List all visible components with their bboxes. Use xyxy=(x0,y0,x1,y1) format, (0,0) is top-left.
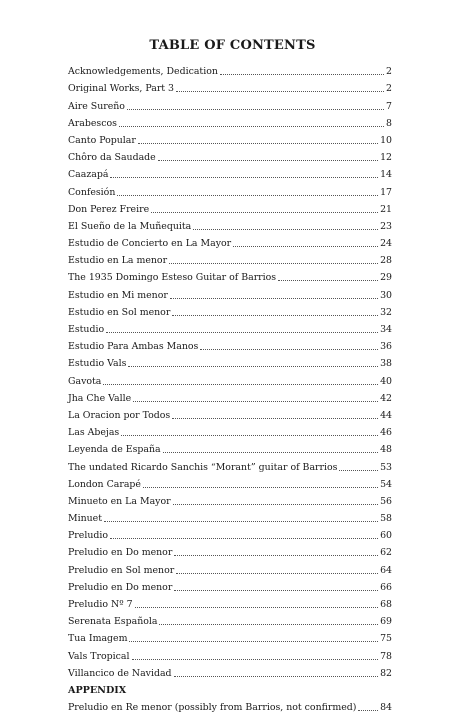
dot-leader xyxy=(143,487,378,488)
toc-entry-title: Canto Popular xyxy=(68,134,136,146)
dot-leader xyxy=(110,538,378,539)
toc-entry-title: Las Abejas xyxy=(68,427,120,439)
toc-row xyxy=(68,663,392,680)
dot-leader xyxy=(117,195,378,196)
toc-entry-title: Gavota xyxy=(68,375,102,387)
toc-page-number: 82 xyxy=(380,667,392,679)
toc-page-number: 2 xyxy=(386,83,392,95)
toc-row xyxy=(68,336,392,353)
toc-entry-title: Arabescos xyxy=(68,117,117,129)
dot-leader xyxy=(200,349,378,350)
toc-row xyxy=(68,233,392,250)
toc-entry-title: Original Works, Part 3 xyxy=(68,83,175,95)
toc-entry-title: Don Perez Freire xyxy=(68,203,150,215)
toc-page-number: 75 xyxy=(380,633,392,645)
toc-row xyxy=(68,78,392,95)
toc-page-number: 69 xyxy=(380,616,392,628)
dot-leader xyxy=(133,401,378,402)
toc-page-number: 84 xyxy=(380,702,392,714)
toc-row xyxy=(68,491,392,508)
dot-leader xyxy=(138,143,378,144)
toc-page-number: 48 xyxy=(380,444,392,456)
toc-page-number: 40 xyxy=(380,375,392,387)
dot-leader xyxy=(132,659,379,660)
dot-leader xyxy=(110,177,378,178)
appendix-heading: APPENDIX xyxy=(68,684,127,696)
toc-row xyxy=(68,130,392,147)
toc-entry-title: Estudio Para Ambas Manos xyxy=(68,341,199,353)
dot-leader xyxy=(163,452,378,453)
toc-row xyxy=(68,181,392,198)
toc-entry-title: Estudio en La menor xyxy=(68,255,168,267)
toc-entry-title: Jha Che Valle xyxy=(68,392,132,404)
toc-row xyxy=(68,697,392,714)
toc-page-number: 68 xyxy=(380,599,392,610)
toc-row xyxy=(68,61,392,78)
dot-leader xyxy=(158,160,378,161)
dot-leader xyxy=(220,74,384,75)
dot-leader xyxy=(127,109,384,110)
dot-leader xyxy=(170,298,378,299)
toc-entry-title: El Sueño de la Muñequita xyxy=(68,220,192,232)
dot-leader xyxy=(121,435,378,436)
toc-row xyxy=(68,559,392,576)
toc-page-number: 23 xyxy=(380,220,392,232)
toc-page-number: 30 xyxy=(380,289,392,301)
toc-row xyxy=(68,577,392,594)
toc-row xyxy=(68,199,392,216)
dot-leader xyxy=(135,607,379,608)
toc-entry-title: Preludio en Do menor xyxy=(68,547,173,559)
dot-leader xyxy=(174,676,379,677)
dot-leader xyxy=(233,246,378,247)
toc-row xyxy=(68,474,392,491)
toc-page-number: 12 xyxy=(380,152,392,164)
toc-page-number: 14 xyxy=(380,169,392,181)
toc-entry-title: Tua Imagem xyxy=(68,633,128,645)
toc-row xyxy=(68,370,392,387)
toc-row xyxy=(68,628,392,645)
dot-leader xyxy=(151,212,378,213)
dot-leader xyxy=(193,229,378,230)
toc-entry-title: Minueto en La Mayor xyxy=(68,495,171,507)
toc-entry-title: Estudio en Sol menor xyxy=(68,306,171,318)
toc-page-number: 64 xyxy=(380,564,392,576)
toc-entry-title: Aire Sureño xyxy=(68,100,125,112)
toc-page-number: 29 xyxy=(380,272,392,284)
dot-leader xyxy=(129,641,378,642)
dot-leader xyxy=(159,624,378,625)
toc-row xyxy=(68,284,392,301)
toc-row xyxy=(68,319,392,336)
toc-entry-title: Serenata Española xyxy=(68,616,158,628)
dot-leader xyxy=(173,504,378,505)
toc-page-number: 54 xyxy=(380,478,392,490)
dot-leader xyxy=(106,332,378,333)
toc-entry-title: Preludio xyxy=(68,530,109,542)
toc-page-number: 7 xyxy=(386,100,392,112)
toc-page-number: 42 xyxy=(380,392,392,404)
toc-entry-title: Estudio xyxy=(68,324,105,335)
dot-leader xyxy=(172,418,378,419)
toc-row xyxy=(68,594,392,611)
toc-page-number: 10 xyxy=(380,134,392,146)
toc-page-number: 8 xyxy=(386,117,392,129)
toc-entry-title: Leyenda de España xyxy=(68,444,161,456)
toc-list xyxy=(68,61,392,714)
toc-row xyxy=(68,508,392,525)
toc-row xyxy=(68,216,392,233)
toc-row xyxy=(68,405,392,422)
toc-entry-title: Chôro da Saudade xyxy=(68,152,156,164)
toc-entry-title: Estudio en Mi menor xyxy=(68,289,168,301)
toc-row xyxy=(68,645,392,662)
toc-entry-title: Vals Tropical xyxy=(68,650,130,662)
toc-page-number: 56 xyxy=(380,495,392,507)
dot-leader xyxy=(172,315,378,316)
toc-row xyxy=(68,353,392,370)
toc-page-number: 58 xyxy=(380,513,392,525)
dot-leader xyxy=(358,710,378,711)
toc-row xyxy=(68,267,392,284)
dot-leader xyxy=(176,573,378,574)
toc-entry-title: Caazapá xyxy=(68,169,109,181)
toc-page-number: 46 xyxy=(380,427,392,439)
dot-leader xyxy=(174,590,378,591)
toc-entry-title: La Oracion por Todos xyxy=(68,409,171,421)
dot-leader xyxy=(128,366,378,367)
page-title: TABLE OF CONTENTS xyxy=(149,38,316,53)
toc-entry-title: Estudio Vals xyxy=(68,358,127,370)
toc-page-number: 44 xyxy=(380,409,392,421)
dot-leader xyxy=(339,470,378,471)
toc-page-number: 34 xyxy=(380,324,392,335)
dot-leader xyxy=(174,555,378,556)
toc-row xyxy=(68,113,392,130)
toc-page-number: 53 xyxy=(380,461,392,473)
toc-page-number: 32 xyxy=(380,306,392,318)
toc-page-number: 38 xyxy=(380,358,392,370)
toc-page-number: 21 xyxy=(380,203,392,215)
dot-leader xyxy=(278,280,378,281)
toc-row xyxy=(68,439,392,456)
toc-page-number: 2 xyxy=(386,66,392,78)
toc-row xyxy=(68,164,392,181)
toc-row xyxy=(68,525,392,542)
toc-page-number: 28 xyxy=(380,255,392,267)
toc-row xyxy=(68,422,392,439)
dot-leader xyxy=(176,91,384,92)
toc-entry-title: Acknowledgements, Dedication xyxy=(68,66,218,78)
toc-page-number: 36 xyxy=(380,341,392,353)
toc-entry-title: Preludio en Re menor (possibly from Barrios, not confirmed) xyxy=(68,702,357,714)
dot-leader xyxy=(169,263,378,264)
toc-entry-title: Villancico de Navidad xyxy=(68,667,172,679)
toc-entry-title: Confesión xyxy=(68,186,116,198)
toc-row xyxy=(68,542,392,559)
toc-entry-title: Preludio en Sol menor xyxy=(68,564,175,576)
dot-leader xyxy=(103,384,378,385)
toc-row xyxy=(68,250,392,267)
toc-row xyxy=(68,147,392,164)
toc-row xyxy=(68,611,392,628)
toc-entry-title: Preludio Nº 7 xyxy=(68,599,133,610)
toc-page-number: 24 xyxy=(380,238,392,250)
toc-entry-title: Minuet xyxy=(68,513,102,525)
toc-page-number: 17 xyxy=(380,186,392,198)
toc-entry-title: Preludio en Do menor xyxy=(68,581,173,593)
dot-leader xyxy=(119,126,384,127)
toc-page-number: 62 xyxy=(380,547,392,559)
toc-entry-title: The 1935 Domingo Esteso Guitar of Barrios xyxy=(68,272,277,284)
toc-page-number: 60 xyxy=(380,530,392,542)
toc-page-number: 66 xyxy=(380,581,392,593)
toc-page-number: 78 xyxy=(380,650,392,662)
toc-entry-title: Estudio de Concierto en La Mayor xyxy=(68,238,232,250)
toc-row xyxy=(68,456,392,473)
dot-leader xyxy=(104,521,378,522)
toc-row xyxy=(68,388,392,405)
toc-entry-title: The undated Ricardo Sanchis “Morant” guitar of Barrios xyxy=(68,461,338,473)
toc-entry-title: London Carapé xyxy=(68,478,141,490)
toc-row xyxy=(68,95,392,112)
toc-row xyxy=(68,302,392,319)
